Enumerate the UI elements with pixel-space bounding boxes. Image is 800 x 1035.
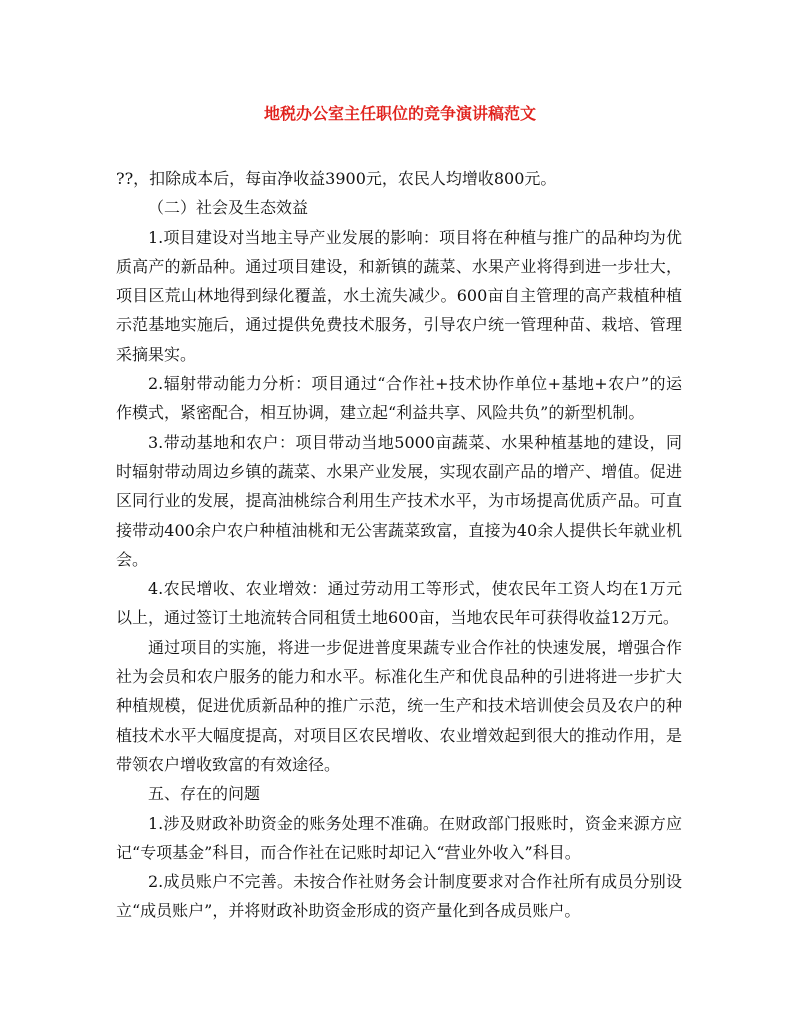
paragraph-6: 4.农民增收、农业增效：通过劳动用工等形式，使农民年工资人均在1万元以上，通过签订土地流转合同租赁土地600亩，当地农民年可获得收益12万元。 [116,579,682,628]
paragraph-2: （二）社会及生态效益 [148,198,309,218]
section-heading: 五、存在的问题 [148,784,261,804]
paragraph-10: 2.成员账户不完善。未按合作社财务会计制度要求对合作社所有成员分别设立“成员账户”，并将财政补助资金形成的资产量化到各成员账户。 [116,872,682,921]
paragraph-1: ??，扣除成本后，每亩净收益3900元，农民人均增收800元。 [116,169,557,188]
paragraph-3: 1.项目建设对当地主导产业发展的影响：项目将在种植与推广的品种均为优质高产的新品种。通过项目建设，和新镇的蔬菜、水果产业将得到进一步壮大，项目区荒山林地得到绿化覆盖，水土流失减少。600亩自主管理的高产栽植种植示范基地实施后，通过提供免费技术服务，引导农户统一管理种苗、栽培、管理采摘果实。 [116,227,682,364]
paragraph-9: 1.涉及财政补助资金的账务处理不准确。在财政部门报账时，资金来源方应记“专项基金”科目，而合作社在记账时却记入“营业外收入”科目。 [116,813,682,862]
document-body [116,164,682,926]
document-title: 地税办公室主任职位的竞争演讲稿范文 [263,104,536,123]
paragraph-4: 2.辐射带动能力分析：项目通过“合作社+技术协作单位+基地+农户”的运作模式，紧密配合，相互协调，建立起“利益共享、风险共负”的新型机制。 [116,374,682,423]
paragraph-7: 通过项目的实施，将进一步促进普度果蔬专业合作社的快速发展，增强合作社为会员和农户服务的能力和水平。标准化生产和优良品种的引进将进一步扩大种植规模，促进优质新品种的推广示范，统一生产和技术培训使会员及农户的种植技术水平大幅度提高，对项目区农民增收、农业增效起到很大的推动作用，是带领农户增收致富的有效途径。 [116,637,682,774]
paragraph-5: 3.带动基地和农户：项目带动当地5000亩蔬菜、水果种植基地的建设，同时辐射带动周边乡镇的蔬菜、水果产业发展，实现农副产品的增产、增值。促进区同行业的发展，提高油桃综合利用生产技术水平，为市场提高优质产品。可直接带动400余户农户种植油桃和无公害蔬菜致富，直接为40余人提供长年就业机会。 [116,432,682,569]
